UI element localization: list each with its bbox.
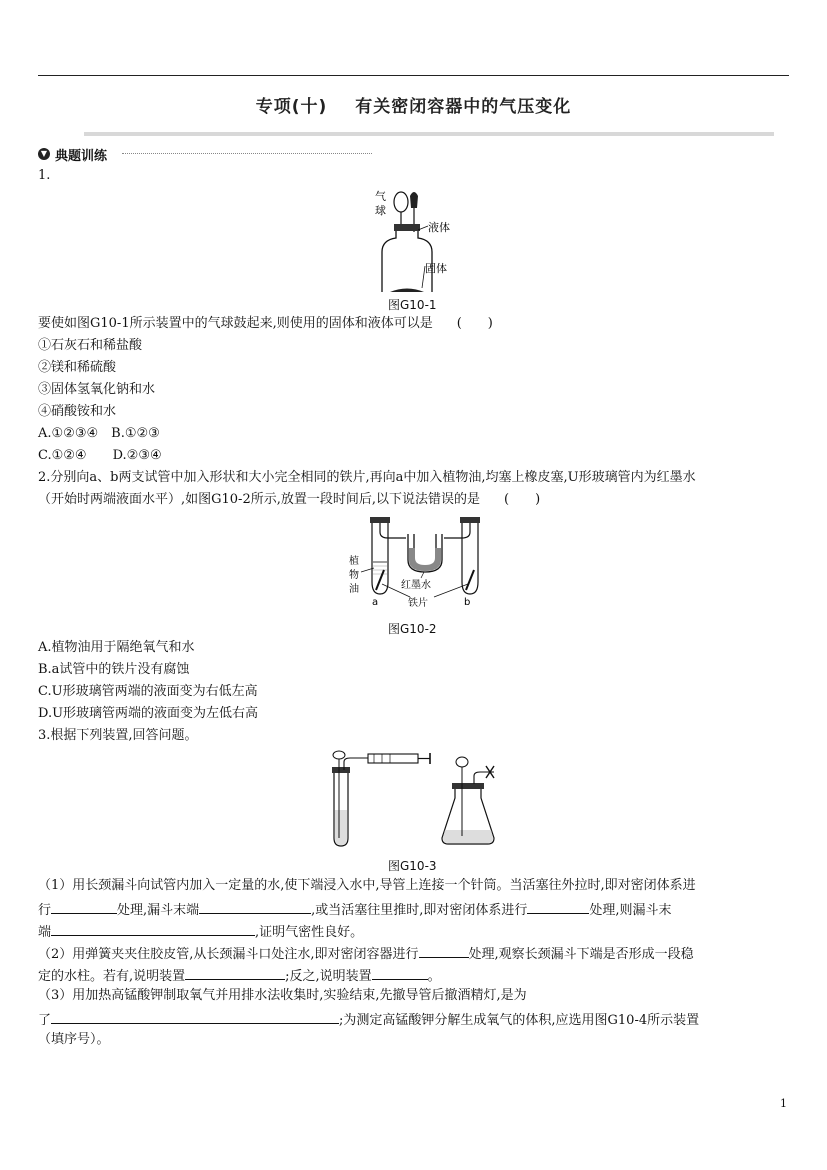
figure-caption-g10-3: 图G10-3 <box>388 859 437 873</box>
q1-choices-row-1[interactable]: A.①②③④ B.①②③ <box>38 426 160 441</box>
q1-number: 1. <box>38 168 51 183</box>
section-rule <box>122 153 372 155</box>
q2-stem-line-1: 2.分别向a、b两支试管中加入形状和大小完全相同的铁片,再向a中加入植物油,均塞上橡皮塞,U形玻璃管内为红墨水 <box>38 470 696 485</box>
q1-choices-row-2[interactable]: C.①②④ D.②③④ <box>38 448 162 463</box>
syringe-barrel <box>368 754 418 763</box>
q3-p1-text-c: ,或当活塞往里推时,即对密闭体系进行 <box>311 903 528 918</box>
long-neck-funnel <box>456 757 468 767</box>
red-ink <box>409 548 441 571</box>
q1-figure <box>370 186 460 292</box>
blank-3[interactable] <box>527 899 589 914</box>
section-heart-icon: ▼ <box>38 148 50 160</box>
q3-p1-text-a: 行 <box>38 903 52 918</box>
solid-deposit <box>390 289 424 293</box>
dropper-bulb <box>410 192 418 208</box>
label-balloon-1: 气 <box>375 190 386 203</box>
title-part-2: 有关密闭容器中的气压变化 <box>355 97 572 117</box>
q3-stem: 3.根据下列装置,回答问题。 <box>38 728 198 743</box>
q3-p2-text-e: 。 <box>427 969 441 984</box>
q3-p2-line-1 <box>38 943 694 964</box>
stopper-b <box>460 517 480 523</box>
q3-p3-line-1: （3）用加热高锰酸钾制取氧气并用排水法收集时,实验结束,先撤导管后撤酒精灯,是为 <box>38 988 527 1003</box>
label-iron: 铁片 <box>408 598 428 609</box>
q3-p2-text-c: 定的水柱。若有,说明装置 <box>38 969 186 984</box>
q1-stem-text: 要使如图G10-1所示装置中的气球鼓起来,则使用的固体和液体可以是 <box>38 316 433 331</box>
blank-1[interactable] <box>51 899 117 914</box>
q3-p3-line-2 <box>38 1009 699 1030</box>
q1-answer-paren[interactable]: ( ) <box>456 316 493 331</box>
q3-p2-text-a: （2）用弹簧夹夹住胶皮管,从长颈漏斗口处注水,即对密闭容器进行 <box>38 947 419 962</box>
q1-item-1: ①石灰石和稀盐酸 <box>38 338 143 353</box>
blank-5[interactable] <box>419 943 469 958</box>
q3-p1-line-2 <box>38 899 672 920</box>
q3-p1-line-1: （1）用长颈漏斗向试管内加入一定量的水,使下端浸入水中,导管上连接一个针筒。当活塞往外拉时,即对密闭体系进 <box>38 878 696 893</box>
blank-7[interactable] <box>372 965 428 980</box>
q1-stem <box>38 315 493 333</box>
q3-p3-text-b: ;为测定高锰酸钾分解生成氧气的体积,应选用图G10-4所示装置 <box>339 1013 700 1028</box>
q2-stem-line-2-text: （开始时两端液面水平）,如图G10-2所示,放置一段时间后,以下说法错误的是 <box>38 492 480 507</box>
q2-option-b[interactable]: B.a试管中的铁片没有腐蚀 <box>38 662 190 677</box>
q2-answer-paren[interactable]: ( ) <box>504 492 541 507</box>
label-b: b <box>464 597 471 608</box>
q3-p1-text-f: ,证明气密性良好。 <box>255 925 364 940</box>
section-label: 典题训练 <box>55 149 108 164</box>
q2-figure <box>346 512 486 612</box>
iron-sheet-b <box>466 570 474 590</box>
q3-p3-text-a: 了 <box>38 1013 52 1028</box>
q3-p1-text-b: 处理,漏斗末端 <box>117 903 200 918</box>
iron-sheet-a <box>376 570 384 590</box>
q1-item-4: ④硝酸铵和水 <box>38 404 117 419</box>
q3-p3-line-3: （填序号）。 <box>38 1032 110 1047</box>
q3-p1-line-3 <box>38 921 363 942</box>
header-rule <box>38 75 789 76</box>
blank-6[interactable] <box>185 965 285 980</box>
page-number: 1 <box>780 1097 787 1110</box>
funnel-top <box>333 751 345 759</box>
blank-2[interactable] <box>199 899 311 914</box>
label-oil-3: 油 <box>349 584 359 595</box>
q1-item-3: ③固体氢氧化钠和水 <box>38 382 156 397</box>
label-red-ink: 红墨水 <box>401 580 431 591</box>
label-oil-2: 物 <box>349 570 359 581</box>
q3-p2-text-b: 处理,观察长颈漏斗下端是否形成一段稳 <box>468 947 694 962</box>
q2-option-a[interactable]: A.植物油用于隔绝氧气和水 <box>38 640 195 655</box>
stopper-a <box>370 517 390 523</box>
title-part-1: 专项(十) <box>255 97 328 117</box>
figure-caption-g10-1: 图G10-1 <box>388 298 437 312</box>
label-liquid: 液体 <box>428 221 450 234</box>
label-a: a <box>372 597 379 608</box>
q2-option-d[interactable]: D.U形玻璃管两端的液面变为左低右高 <box>38 706 259 721</box>
q2-option-c[interactable]: C.U形玻璃管两端的液面变为右低左高 <box>38 684 258 699</box>
title-underbar <box>84 132 774 136</box>
q3-p2-line-2 <box>38 965 441 986</box>
blank-8[interactable] <box>51 1009 339 1024</box>
blank-4[interactable] <box>51 921 255 936</box>
q3-figure <box>322 748 512 850</box>
label-solid: 固体 <box>425 262 447 275</box>
q1-item-2: ②镁和稀硫酸 <box>38 360 117 375</box>
q3-p1-text-e: 端 <box>38 925 52 940</box>
label-oil-1: 植 <box>349 556 359 567</box>
label-balloon-2: 球 <box>375 204 386 217</box>
q3-p2-text-d: ;反之,说明装置 <box>285 969 372 984</box>
stopper <box>394 224 420 231</box>
balloon-shape <box>394 192 408 212</box>
q3-p1-text-d: 处理,则漏斗末 <box>589 903 672 918</box>
figure-caption-g10-2: 图G10-2 <box>388 622 437 636</box>
page-title <box>0 92 827 117</box>
q2-stem-line-2 <box>38 491 540 509</box>
